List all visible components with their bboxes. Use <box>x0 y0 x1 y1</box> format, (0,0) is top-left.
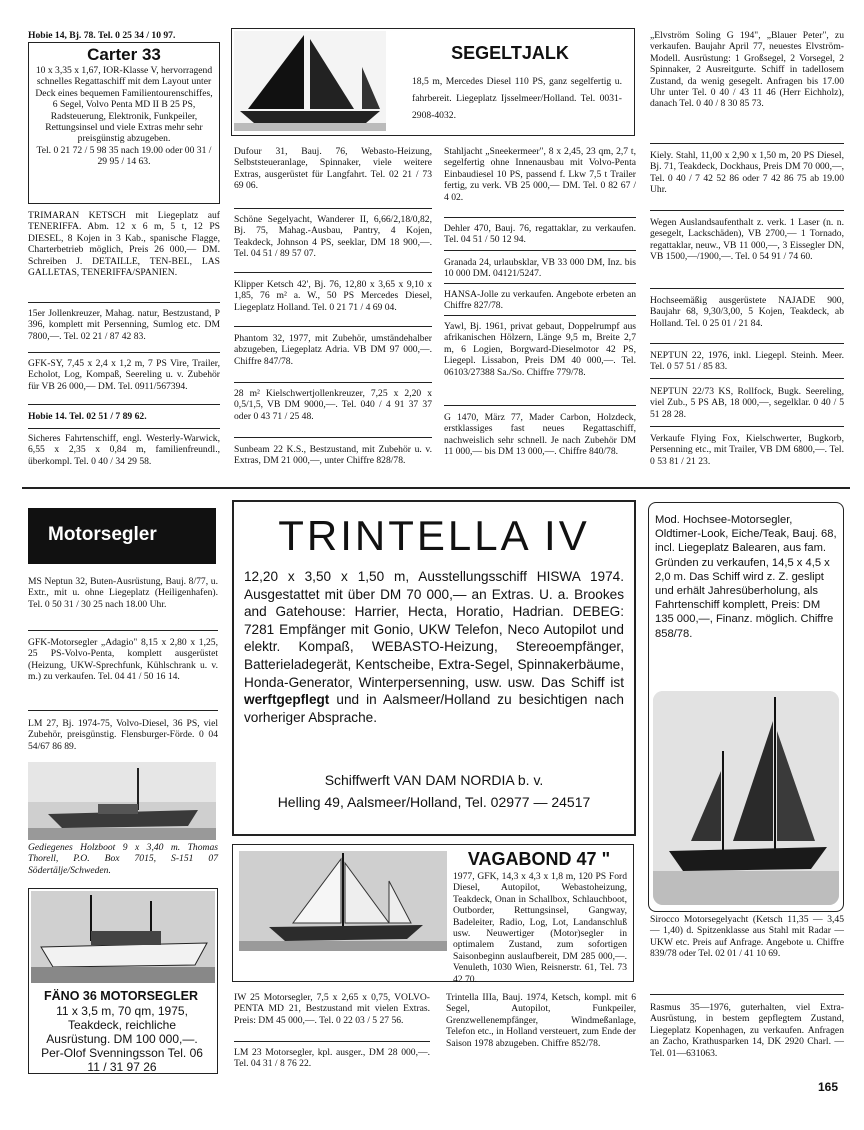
holzboot-photo <box>28 762 216 840</box>
oldtimer-text: Mod. Hochsee-Motorsegler, Oldtimer-Look, Eiche/Teak, Bauj. 68, incl. Liegeplatz Balearen, aus fam. Gründen zu verkaufen, 14,5 x 4,5 x 2,0 m. Das Schiff wird z. Z. geslipt und erhält Jahresüberholung, als Fahrtenschiff komplett, Preis: DM 135 000,—, Finanz. möglich. Chiffre 858/78. <box>655 514 837 640</box>
ad-adagio: GFK-Motorsegler „Adagio" 8,15 x 2,80 x 1,25, 25 PS-Volvo-Penta, komplett ausgerüstet (Heizung, UKW-Sprechfunk, Kühlschrank u. v. m.) zu verkaufen. Tel. 04 41 / 50 16 14. <box>28 637 218 683</box>
faeno-text: 11 x 3,5 m, 70 qm, 1975, Teakdeck, reichliche Ausrüstung. DM 100 000,—. Per-Olof Svenningsson Tel. 06 11 / 31 97 26 <box>41 1004 203 1074</box>
ad-sirocco: Sirocco Motorsegelyacht (Ketsch 11,35 — 3,45 — 1,40) d. Spitzenklasse aus Stahl mit Radar — UKW etc. Preis auf Anfrage. Angebote u. Chiffre 839/78 oder Tel. 02 01 / 41 10 69. <box>650 914 844 960</box>
ad-oldtimer <box>648 502 844 912</box>
ad-trintella-iiia: Trintella IIIa, Bauj. 1974, Ketsch, kompl. mit 6 Segel, Autopilot, Funkpeiler, Grenzwellenempfänger, Windmeßanlage, Telefon etc., in Holland versteuert, zum Ende der Saison 1978 abzugeben. Chiffre 852/78. <box>446 992 636 1049</box>
carter-text: 10 x 3,35 x 1,67, IOR-Klasse V, hervorragend schnelles Regattaschiff mit dem Layout unter Deck eines bequemen Familientourenschiffes, 6 Segel, Volvo Penta MD II B 25 PS, Radsteuerung, Elektronik, Funkpeiler, Rettungsinsel und viele Extras mehr sehr preisgünstig abzugeben. <box>35 65 213 145</box>
sailboat-icon <box>234 31 386 131</box>
ad-g1470: G 1470, März 77, Mader Carbon, Holzdeck, erstklassiges fast neues Regattaschiff, nachweislich sehr schnell. Je nach Zubehör DM 11 000,— bis DM 13 000,—. Chiffre 840/78. <box>444 412 636 458</box>
section-divider <box>22 487 850 489</box>
carter-title: Carter 33 <box>87 45 161 64</box>
ad-dufour: Dufour 31, Bauj. 76, Webasto-Heizung, Selbststeueranlage, Spinnaker, viele weitere Extras, ausgerüstet für Langfahrt. Tel. 02 21 / 73 69 06. <box>234 146 432 192</box>
ad-holzboot: Gediegenes Holzboot 9 x 3,40 m. Thomas Thorell, P.O. Box 7015, S-151 07 Södertälje/Schweden. <box>28 842 218 876</box>
carter-tel: Tel. 0 21 72 / 5 98 35 nach 19.00 oder 00 31 / 29 95 / 14 63. <box>36 144 212 168</box>
ad-gfk-sy: GFK-SY, 7,45 x 2,4 x 1,2 m, 7 PS Vire, Trailer, Echolot, Log, Kompaß, Seereling u. v. Zubehör für VB 26 000,— DM. Tel. 0911/567394. <box>28 358 220 392</box>
ad-klipper: Klipper Ketsch 42', Bj. 76, 12,80 x 3,65 x 9,10 x 1,85, 76 m² a. W., 50 PS Mercedes Diesel, Liegeplatz Holland. Tel. 0 21 71 / 4 69 04. <box>234 279 432 313</box>
ad-segeltjalk <box>231 28 635 136</box>
ad-kiely: Kiely. Stahl, 11,00 x 2,90 x 1,50 m, 20 PS Diesel, Bj. 71, Teakdeck, Dockhaus, Preis DM 70 000,—, Tel. 0 40 / 7 42 52 86 oder 7 42 86 75 ab 19.00 Uhr. <box>650 150 844 196</box>
vagabond-title: VAGABOND 47 " <box>467 849 611 869</box>
ad-faeno-36 <box>28 888 218 1074</box>
ad-granada: Granada 24, urlaubsklar, VB 33 000 DM, Inz. bis 10 000 DM. 04121/5247. <box>444 257 636 280</box>
segeltjalk-text: 18,5 m, Mercedes Diesel 110 PS, ganz segelfertig u. fahrbereit. Liegeplatz Ijsselmeer/Holland. Tel. 0031-2908-4032. <box>412 76 622 121</box>
ad-schoene: Schöne Segelyacht, Wanderer II, 6,66/2,18/0,82, Bj. 75, Mahag.-Ausbau, Pantry, 4 Kojen, Teakdeck, Johnson 4 PS, seeklar, DM 18 900,—. Tel. 04 51 / 89 57 07. <box>234 214 432 260</box>
trintella-werft: Schiffwerft VAN DAM NORDIA b. v. <box>324 772 544 788</box>
ad-phantom: Phantom 32, 1977, mit Zubehör, umständehalber abzugeben, Liegeplatz Adria. VB DM 97 000,—. Chiffre 847/78. <box>234 333 432 367</box>
vagabond-photo <box>239 851 447 951</box>
ad-flying-fox: Verkaufe Flying Fox, Kielschwerter, Bugkorb, Persenning etc., mit Trailer, VB DM 6800,—. Tel. 0 53 81 / 21 23. <box>650 433 844 467</box>
ad-kielschwert: 28 m² Kielschwertjollenkreuzer, 7,25 x 2,20 x 0,5/1,5, VB DM 9000,—. Tel. 040 / 4 91 37 37 oder 0 43 71 / 25 48. <box>234 388 432 422</box>
ad-stahljacht: Stahljacht „Sneekermeer", 8 x 2,45, 23 qm, 2,7 t, segelfertig ohne Innenausbau mit Volvo-Penta Einbaudiesel 10 PS, passend f. Lkw 7,5 t Trailer fertig, zu verk. VB 25 000,— DM. Tel. 0 82 67 / 4 02. <box>444 146 636 203</box>
ad-yawl: Yawl, Bj. 1961, privat gebaut, Doppelrumpf aus afrikanischen Hölzern, Länge 9,5 m, Breite 2,7 m, 6 Logien, Borgward-Dieselmotor 42 PS, Liegepl. Lissabon, Preis DM 40 000,—. Tel. 06103/27388 Sa./So. Chiffre 779/78. <box>444 321 636 378</box>
ad-jollenkreuzer: 15er Jollenkreuzer, Mahag. natur, Bestzustand, P 396, komplett mit Persenning, Sumlog etc. DM 7800,—. Tel. 02 21 / 87 42 83. <box>28 308 220 342</box>
ad-ms-neptun: MS Neptun 32, Buten-Ausrüstung, Bauj. 8/77, u. Extr., mit u. ohne Liegeplatz (Heiligenhafen). Tel. 0 50 31 / 30 25 nach 18.00 Uhr. <box>28 576 218 610</box>
ad-trimaran: TRIMARAN KETSCH mit Liegeplatz auf TENERIFFA. Abm. 12 x 6 m, 5 t, 12 PS DIESEL, 8 Kojen in 3 Kab., spanische Flagge, Charterbetrieb möglich, Preis 26 000,— DM. Schreiben J. DETAILLE, TEN-BEL, LAS GALLETAS, TENERIFFA/SPANIEN. <box>28 210 220 279</box>
motorsegler-header: Motorsegler <box>28 508 216 564</box>
page-number: 165 <box>818 1080 839 1094</box>
trintella-title: TRINTELLA IV <box>278 512 590 559</box>
segeltjalk-photo <box>234 31 386 131</box>
trintella-address: Helling 49, Aalsmeer/Holland, Tel. 02977 — 24517 <box>277 794 591 810</box>
ad-vagabond-47 <box>232 844 634 985</box>
ad-trintella-iv <box>232 500 636 836</box>
trintella-text: 12,20 x 3,50 x 1,50 m, Ausstellungsschiff HISWA 1974. Ausgestattet mit über DM 70 000,— an Extras. U. a. Brookes and Gatehouse: Harrier, Hecta, Horatio, Hadrian. DEBEG: 7281 Empfänger mit Gonio, UKW Telefon, Neco Autopilot und elektr. Kompaß, WEBASTO-Heizung, Stereoempfänger, Batterieladegerät, Kentscheibe, Extra-Segel, Spinnakerbäume, Honda-Generator, Winterpersenning, usw. usw. Das Schiff ist werftgepflegt und in Aalsmeer/Holland zu besichtigen nach vorheriger Absprache. <box>244 569 624 725</box>
ad-dehler: Dehler 470, Bauj. 76, regattaklar, zu verkaufen. Tel. 04 51 / 50 12 94. <box>444 223 636 246</box>
ad-neptun-22: NEPTUN 22, 1976, inkl. Liegepl. Steinh. Meer. Tel. 0 57 51 / 85 83. <box>650 350 844 373</box>
ad-elvstroem: „Elvström Soling G 194", „Blauer Peter", zu verkaufen. Baujahr April 77, neuestes Elvström-Modell. Ausrüstung: 1 Großsegel, 2 Vorsegel, 2 Spinnaker, 2 Ausreitgurte. Schiff in tadellosem Zustand, da wenig gesegelt. Anfragen bis 17.00 Uhr unter Tel. 0 40 / 43 11 46 (Herr Eichholz), danach Tel. 0 40 / 8 30 85 73. <box>650 30 844 110</box>
ad-hobie-top: Hobie 14, Bj. 78. Tel. 0 25 34 / 10 97. <box>28 30 176 41</box>
ad-lm27: LM 27, Bj. 1974-75, Volvo-Diesel, 36 PS, viel Zubehör, preisgünstig. Flensburger-Förde. 0 04 54/67 86 89. <box>28 718 218 752</box>
ad-wegen: Wegen Auslandsaufenthalt z. verk. 1 Laser (n. n. gesegelt, Lackschäden), VB 2700,— 1 Tornado, regattaklar, neuw., VB 11 000,—, 3 Eissegler DN, VB 1500,—/1900,—. Tel. 0 54 91 / 74 60. <box>650 217 844 263</box>
ad-lm23: LM 23 Motorsegler, kpl. ausger., DM 28 000,—. Tel. 04 31 / 8 76 22. <box>234 1047 430 1070</box>
ad-carter-33 <box>28 42 220 204</box>
faeno-title: FÄNO 36 MOTORSEGLER <box>44 989 198 1003</box>
vagabond-text: 1977, GFK, 14,3 x 4,3 x 1,8 m, 120 PS Ford Diesel, Autopilot, Webastoheizung, Teakdeck, Onan in Schallbox, Schlauchboot, Outborder, Rettungsinsel, Gangway, Badeleiter, Radio, Log, Lot, Landanschluß usw. Neuwertiger (Motor)segler in optimalem Zustand, zum sofortigen Saisonbeginn auslaufbereit, DM 285 000,—. Venuleth, 1030 Wien, Reisnerstr. 61, Tel. 73 42 70. <box>453 871 627 985</box>
ad-hansa: HANSA-Jolle zu verkaufen. Angebote erbeten an Chiffre 827/78. <box>444 289 636 312</box>
ad-hobie-2: Hobie 14. Tel. 02 51 / 7 89 62. <box>28 411 147 422</box>
ad-rasmus: Rasmus 35—1976, guterhalten, viel Extra-Ausrüstung, in bestem gepflegtem Zustand, Liegeplatz Kopenhagen, zu verkaufen. Anfragen an Zacho, Krathusparken 14, DK 2920 Charl. — Tel. 01—631063. <box>650 1002 844 1059</box>
faeno-photo <box>31 891 215 983</box>
segeltjalk-title: SEGELTJALK <box>451 43 569 63</box>
ad-neptun-22-73: NEPTUN 22/73 KS, Rollfock, Bugk. Seereling, viel Zub., 5 PS AB, 18 000,—, segelklar. 0 40 / 5 51 28 28. <box>650 386 844 420</box>
ad-sunbeam: Sunbeam 22 K.S., Bestzustand, mit Zubehör u. v. Extras, DM 21 000,—, unter Chiffre 828/78. <box>234 444 432 467</box>
ad-sicheres: Sicheres Fahrtenschiff, engl. Westerly-Warwick, 6,55 x 2,35 x 0,84 m, familienfreundl., überkompl. Tel. 0 40 / 34 29 58. <box>28 433 220 467</box>
ad-iw25: IW 25 Motorsegler, 7,5 x 2,65 x 0,75, VOLVO-PENTA MD 21, Bestzustand mit vielen Extras. Preis: DM 45 000,—. Tel. 0 22 03 / 5 27 56. <box>234 992 430 1026</box>
ad-hochsee: Hochseemäßig ausgerüstete NAJADE 900, Baujahr 68, 9,30/3,00, 5 Kojen, Teakdeck, ab Holland. Tel. 0 25 01 / 21 84. <box>650 295 844 329</box>
oldtimer-photo <box>653 691 839 905</box>
